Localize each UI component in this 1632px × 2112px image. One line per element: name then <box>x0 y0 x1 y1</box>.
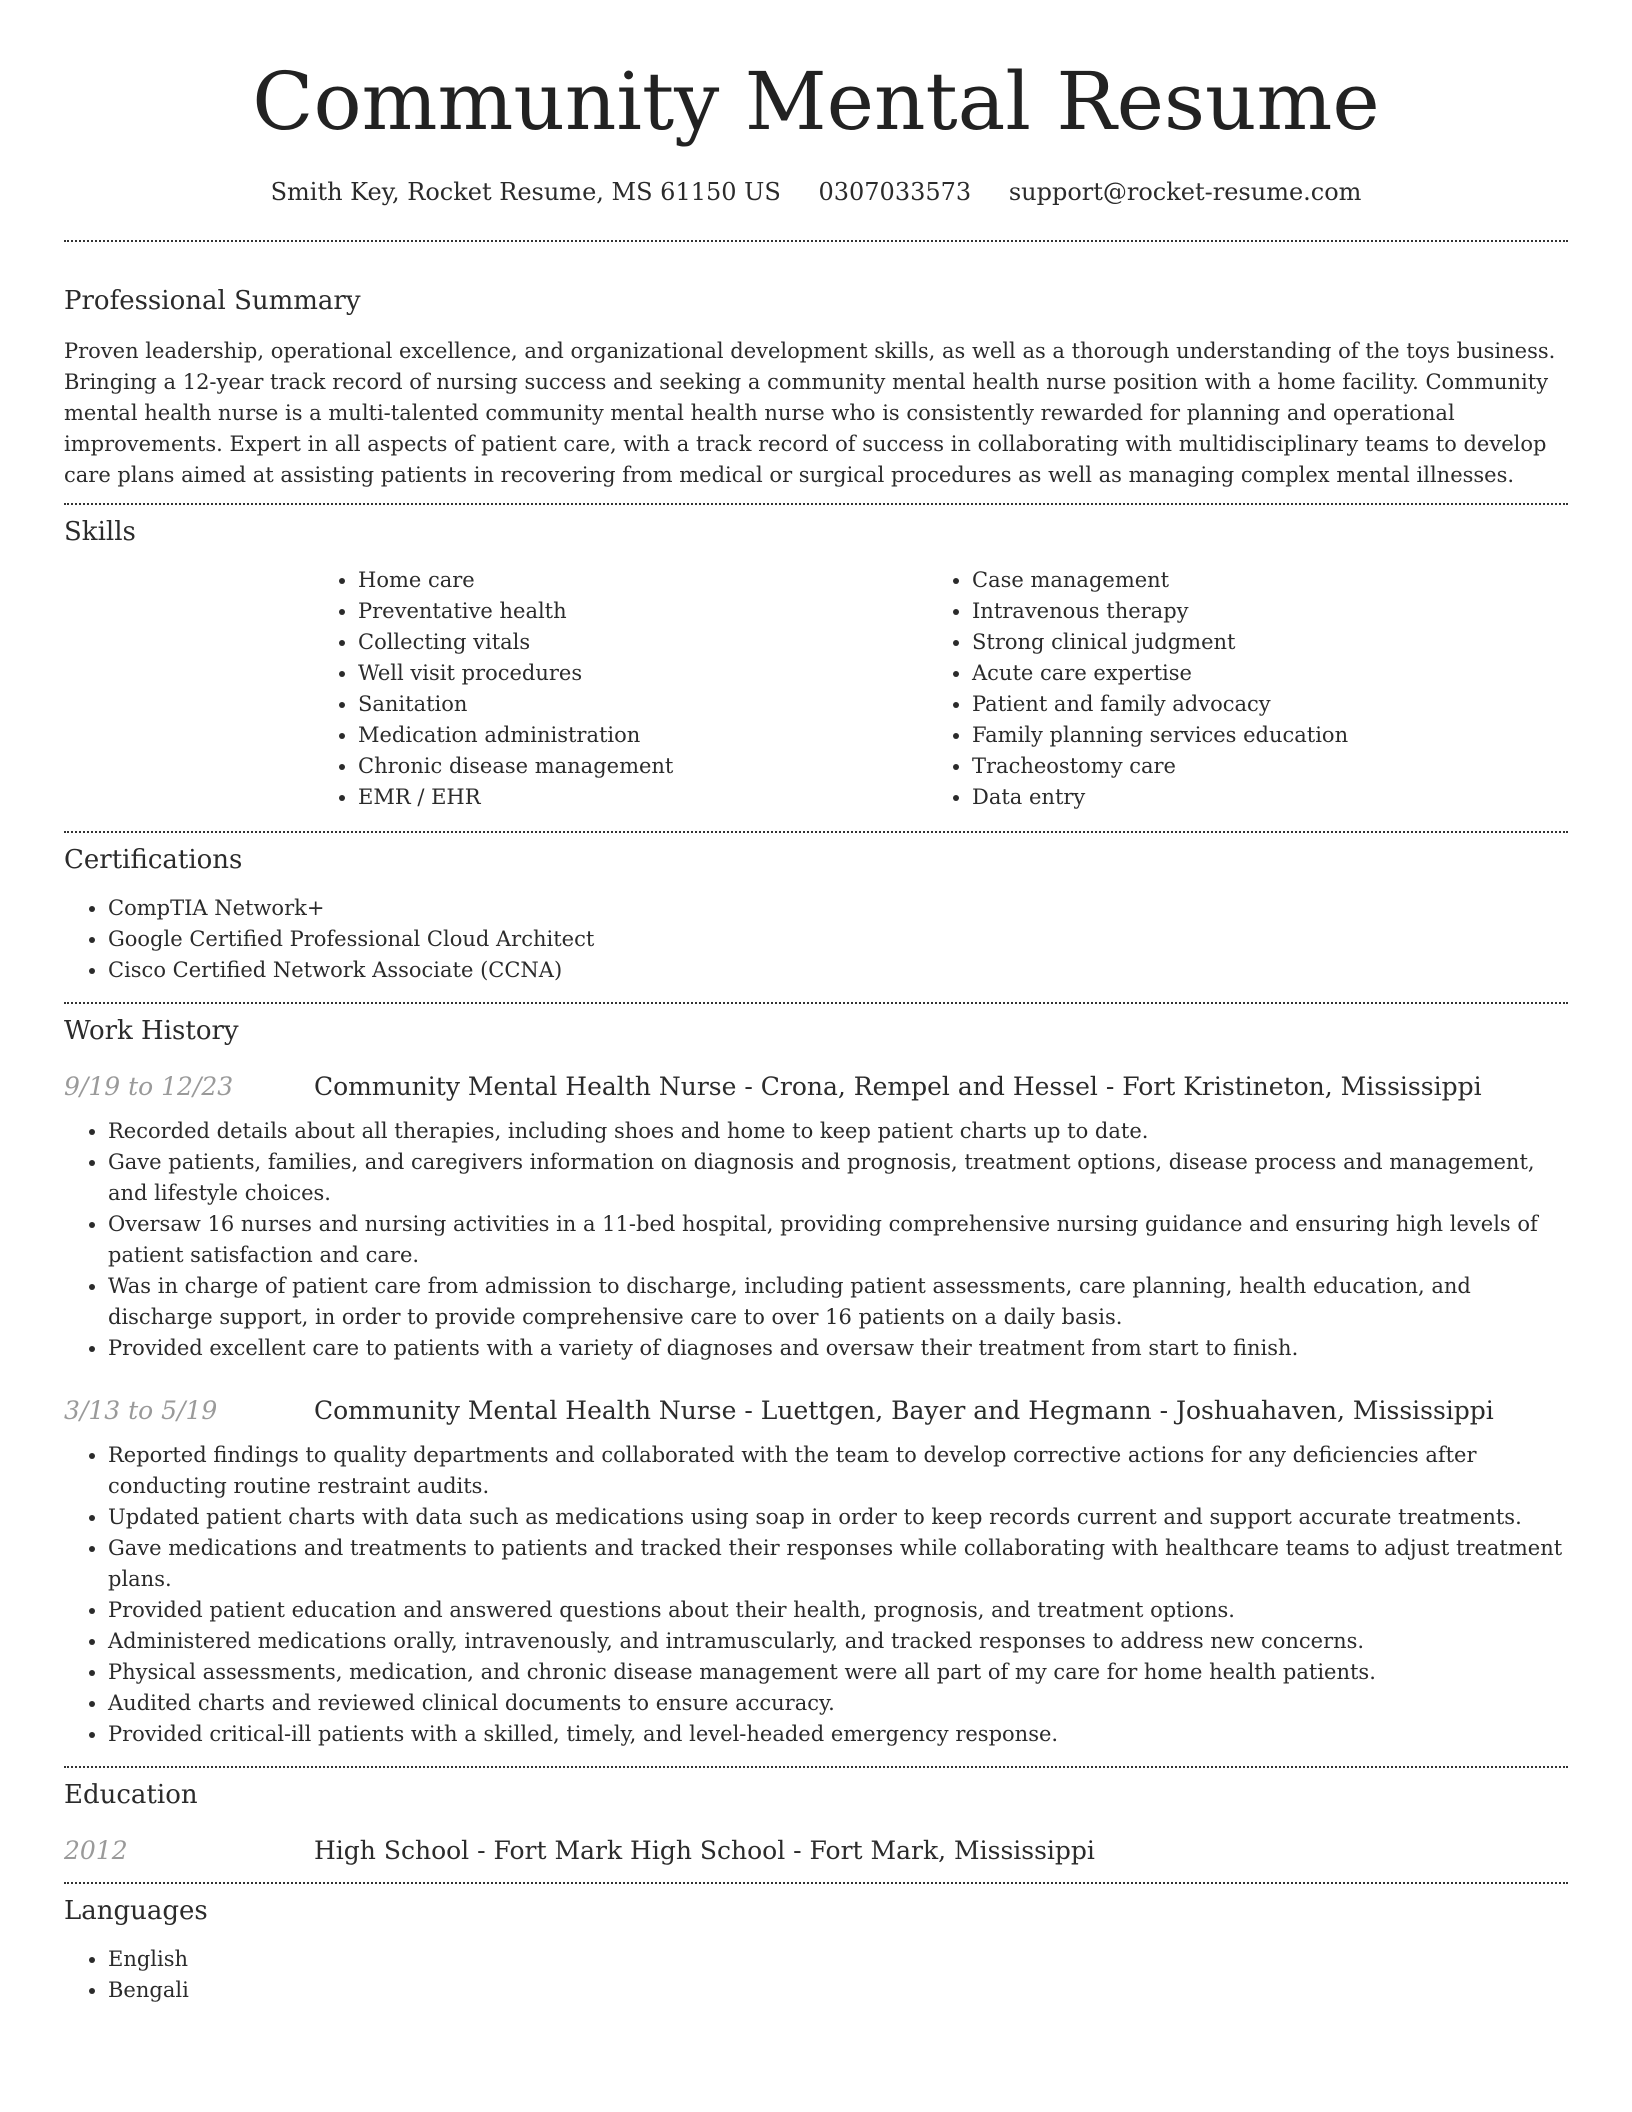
job-duties <box>64 1116 1568 1364</box>
summary-text: Proven leadership, operational excellence, and organizational development skills, as well as a thorough understanding of the toys business. Bringing a 12-year track record of nursing success and seeking a community mental health nurse position with a home facility. Community mental health nurse is a multi-talented community mental health nurse who is consistently rewarded for planning and operational improvements. Expert in all aspects of patient care, with a track record of success in collaborating with multidisciplinary teams to develop care plans aimed at assisting patients in recovering from medical or surgical procedures as well as managing complex mental illnesses. <box>64 339 1556 487</box>
skill-item: • Medication administration <box>358 720 928 751</box>
education-heading: Education <box>64 1780 198 1810</box>
skill-item: • Chronic disease management <box>358 751 928 782</box>
certification-item: • CompTIA Network+ <box>108 893 1568 924</box>
skills-grid <box>314 565 1568 813</box>
education-entry <box>64 1834 1568 1868</box>
skill-item: • Tracheostomy care <box>972 751 1542 782</box>
education-year: 2012 <box>64 1836 128 1865</box>
job-entry <box>64 1394 1568 1750</box>
skill-item: • Acute care expertise <box>972 658 1542 689</box>
skills-section <box>64 505 1568 813</box>
job-dates: 9/19 to 12/23 <box>64 1072 234 1101</box>
language-item: • English <box>108 1944 1568 1975</box>
skill-item: • Sanitation <box>358 689 928 720</box>
duty-item: • Updated patient charts with data such as medications using soap in order to keep records current and support accurate treatments. <box>108 1502 1568 1533</box>
education-detail: High School - Fort Mark High School - Fort Mark, Mississippi <box>314 1836 1095 1865</box>
contact-address: Smith Key, Rocket Resume, MS 61150 US <box>270 178 781 206</box>
job-title: Community Mental Health Nurse - Crona, Rempel and Hessel - Fort Kristineton, Mississippi <box>314 1072 1482 1101</box>
job-entry <box>64 1070 1568 1364</box>
languages-heading: Languages <box>64 1896 208 1926</box>
duty-item: • Gave patients, families, and caregivers information on diagnosis and prognosis, treatment options, disease process and management, and lifestyle choices. <box>108 1147 1568 1209</box>
summary-heading: Professional Summary <box>64 286 361 316</box>
duty-item: • Recorded details about all therapies, including shoes and home to keep patient charts up to date. <box>108 1116 1568 1147</box>
contact-email: support@rocket-resume.com <box>1008 178 1362 206</box>
job-duties <box>64 1440 1568 1750</box>
work-section <box>64 1004 1568 1750</box>
skill-item: • Family planning services education <box>972 720 1542 751</box>
job-header <box>64 1070 1568 1104</box>
skill-item: • Patient and family advocacy <box>972 689 1542 720</box>
skill-item: • Preventative health <box>358 596 928 627</box>
skill-item: • Data entry <box>972 782 1542 813</box>
job-header <box>64 1394 1568 1428</box>
job-dates: 3/13 to 5/19 <box>64 1396 218 1425</box>
duty-item: • Administered medications orally, intravenously, and intramuscularly, and tracked responses to address new concerns. <box>108 1626 1568 1657</box>
duty-item: • Provided excellent care to patients with a variety of diagnoses and oversaw their treatment from start to finish. <box>108 1333 1568 1364</box>
skills-list-left <box>314 565 928 813</box>
contact-line <box>64 176 1568 208</box>
skill-item: • Case management <box>972 565 1542 596</box>
certification-item: • Cisco Certified Network Associate (CCNA) <box>108 955 1568 986</box>
certifications-heading: Certifications <box>64 845 243 875</box>
work-heading: Work History <box>64 1016 239 1046</box>
duty-item: • Physical assessments, medication, and chronic disease management were all part of my care for home health patients. <box>108 1657 1568 1688</box>
summary-section <box>64 242 1568 491</box>
skill-item: • Home care <box>358 565 928 596</box>
skill-item: • EMR / EHR <box>358 782 928 813</box>
contact-phone: 0307033573 <box>818 178 972 206</box>
resume-title: Community Mental Resume <box>252 55 1380 148</box>
skills-heading: Skills <box>64 517 136 547</box>
skill-item: • Intravenous therapy <box>972 596 1542 627</box>
duty-item: • Gave medications and treatments to patients and tracked their responses while collaborating with healthcare teams to adjust treatment plans. <box>108 1533 1568 1595</box>
education-section <box>64 1768 1568 1868</box>
skill-item: • Collecting vitals <box>358 627 928 658</box>
skills-list-right <box>928 565 1542 813</box>
certifications-section <box>64 833 1568 986</box>
duty-item: • Was in charge of patient care from admission to discharge, including patient assessments, care planning, health education, and discharge support, in order to provide comprehensive care to over 16 patients on a daily basis. <box>108 1271 1568 1333</box>
duty-item: • Reported findings to quality departments and collaborated with the team to develop corrective actions for any deficiencies after conducting routine restraint audits. <box>108 1440 1568 1502</box>
duty-item: • Audited charts and reviewed clinical documents to ensure accuracy. <box>108 1688 1568 1719</box>
certification-item: • Google Certified Professional Cloud Architect <box>108 924 1568 955</box>
job-title: Community Mental Health Nurse - Luettgen, Bayer and Hegmann - Joshuahaven, Mississippi <box>314 1396 1494 1425</box>
languages-list <box>64 1944 1568 2006</box>
language-item: • Bengali <box>108 1975 1568 2006</box>
duty-item: • Provided critical-ill patients with a skilled, timely, and level-headed emergency response. <box>108 1719 1568 1750</box>
duty-item: • Provided patient education and answered questions about their health, prognosis, and treatment options. <box>108 1595 1568 1626</box>
skill-item: • Strong clinical judgment <box>972 627 1542 658</box>
duty-item: • Oversaw 16 nurses and nursing activities in a 11-bed hospital, providing comprehensive nursing guidance and ensuring high levels of patient satisfaction and care. <box>108 1209 1568 1271</box>
languages-section <box>64 1884 1568 2006</box>
certifications-list <box>64 893 1568 986</box>
skill-item: • Well visit procedures <box>358 658 928 689</box>
